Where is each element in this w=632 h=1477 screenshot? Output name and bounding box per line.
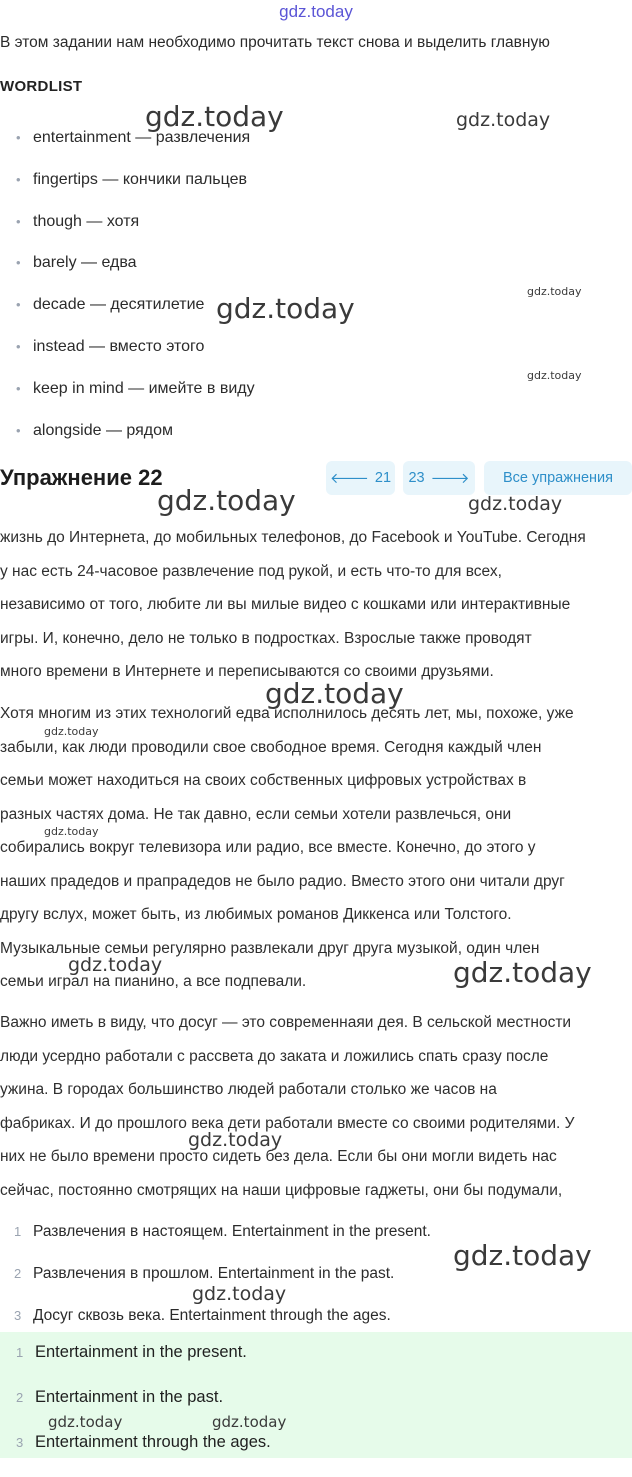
list-item — [16, 1342, 271, 1387]
watermark: gdz.today — [44, 725, 99, 738]
text-line: игры. И, конечно, дело не только в подростках. Взрослые также проводят — [0, 629, 532, 647]
text-line: семьи может находиться на своих собственных цифровых устройствах в — [0, 772, 527, 789]
text-line: семьи играл на пианино, а все подпевали. — [0, 973, 307, 990]
text-line: наших прадедов и прапрадедов не было радио. Вместо этого они читали друг — [0, 872, 565, 890]
watermark: gdz.today — [188, 1129, 283, 1151]
next-exercise-label: 23 — [408, 470, 425, 486]
item-number: 2 — [14, 1265, 22, 1281]
all-exercises-button[interactable] — [484, 461, 632, 495]
watermark: gdz.today — [527, 369, 582, 382]
list-item: • decade — десятилетие — [16, 295, 255, 337]
watermark: gdz.today — [453, 956, 592, 989]
intro-text: В этом задании нам необходимо прочитать текст снова и выделить главную — [0, 34, 550, 51]
watermark: gdz.today — [212, 1413, 287, 1431]
text-line: сейчас, постоянно смотрящих на наши цифровые гаджеты, они бы подумали, — [0, 1181, 563, 1199]
watermark: gdz.today — [456, 109, 551, 131]
text-line: Музыкальные семьи регулярно развлекали друг друга музыкой, один член — [0, 939, 540, 957]
exercise-title: Упражнение 22 — [0, 465, 163, 490]
text-line: них не было времени просто сидеть без дела. Если бы они могли видеть нас — [0, 1148, 557, 1165]
list-item: • instead — вместо этого — [16, 337, 255, 379]
text-line: разных частях дома. Не так давно, если семьи хотели развлечься, они — [0, 805, 512, 823]
item-number: 2 — [16, 1390, 24, 1405]
item-text: Entertainment in the present. — [35, 1343, 247, 1361]
text-line: у нас есть 24-часовое развлечение под рукой, и есть что-то для всех, — [0, 562, 502, 580]
item-number: 3 — [14, 1307, 22, 1323]
list-item: • barely — едва — [16, 253, 255, 295]
item-text: Досуг сквозь века. Entertainment through the ages. — [33, 1306, 391, 1324]
watermark: gdz.today — [527, 285, 582, 298]
text-line: Хотя многим из этих технологий едва исполнилось десять лет, мы, похоже, уже — [0, 705, 574, 722]
text-paragraph-1 — [0, 521, 632, 689]
item-text: Entertainment in the past. — [35, 1388, 224, 1406]
watermark: gdz.today — [48, 1413, 123, 1431]
text-line: забыли, как люди проводили свое свободное время. Сегодня каждый член — [0, 738, 542, 756]
list-item: • fingertips — кончики пальцев — [16, 170, 255, 212]
watermark: gdz.today — [265, 677, 404, 710]
arrow-left-icon: 🡐 — [329, 470, 369, 487]
all-exercises-label: Все упражнения — [503, 470, 613, 486]
text-line: собирались вокруг телевизора или радио, все вместе. Конечно, до этого у — [0, 839, 536, 856]
watermark: gdz.today — [145, 100, 284, 133]
item-number: 1 — [14, 1224, 22, 1239]
prev-exercise-button[interactable] — [326, 461, 395, 495]
text-line: независимо от того, любите ли вы милые видео с кошками или интерактивные — [0, 596, 571, 613]
list-item: • alongside — рядом — [16, 421, 255, 463]
list-item: • though — хотя — [16, 212, 255, 254]
watermark: gdz.today — [468, 493, 563, 515]
watermark: gdz.today — [44, 825, 99, 838]
text-line: Важно иметь в виду, что досуг — это современнаяи дея. В сельской местности — [0, 1014, 572, 1031]
text-line: много времени в Интернете и переписываются со своими друзьями. — [0, 663, 494, 680]
watermark: gdz.today — [453, 1239, 592, 1272]
arrow-right-icon: 🡒 — [430, 470, 470, 487]
watermark: gdz.today — [216, 292, 355, 325]
watermark: gdz.today — [157, 484, 296, 517]
item-number: 1 — [16, 1345, 24, 1360]
watermark: gdz.today — [192, 1283, 287, 1305]
site-logo[interactable]: gdz.today — [279, 2, 353, 21]
list-item — [16, 1432, 271, 1477]
answer-box — [0, 1332, 632, 1458]
answer-list — [16, 1342, 271, 1477]
text-line: ужина. В городах большинство людей работали столько же часов на — [0, 1081, 497, 1098]
item-number: 3 — [16, 1435, 24, 1450]
prev-exercise-label: 21 — [374, 470, 392, 486]
text-paragraph-3 — [0, 1006, 632, 1207]
item-text: Entertainment through the ages. — [35, 1433, 271, 1451]
list-item: • entertainment — развлечения — [16, 128, 255, 170]
item-text: Развлечения в настоящем. Entertainment in the present. — [33, 1223, 431, 1240]
text-line: фабриках. И до прошлого века дети работали вместе со своими родителями. У — [0, 1114, 575, 1132]
item-text: Развлечения в прошлом. Entertainment in the past. — [33, 1264, 395, 1282]
text-line: другу вслух, может быть, из любимых романов Диккенса или Толстого. — [0, 906, 512, 923]
wordlist-heading: WORDLIST — [0, 78, 83, 95]
watermark: gdz.today — [68, 954, 163, 976]
next-exercise-button[interactable] — [403, 461, 475, 495]
text-line: люди усердно работали с рассвета до заката и ложились спать сразу после — [0, 1047, 549, 1065]
list-item: • keep in mind — имейте в виду — [16, 379, 255, 421]
text-line: жизнь до Интернета, до мобильных телефонов, до Facebook и YouTube. Сегодня — [0, 529, 586, 546]
list-item — [14, 1222, 431, 1264]
